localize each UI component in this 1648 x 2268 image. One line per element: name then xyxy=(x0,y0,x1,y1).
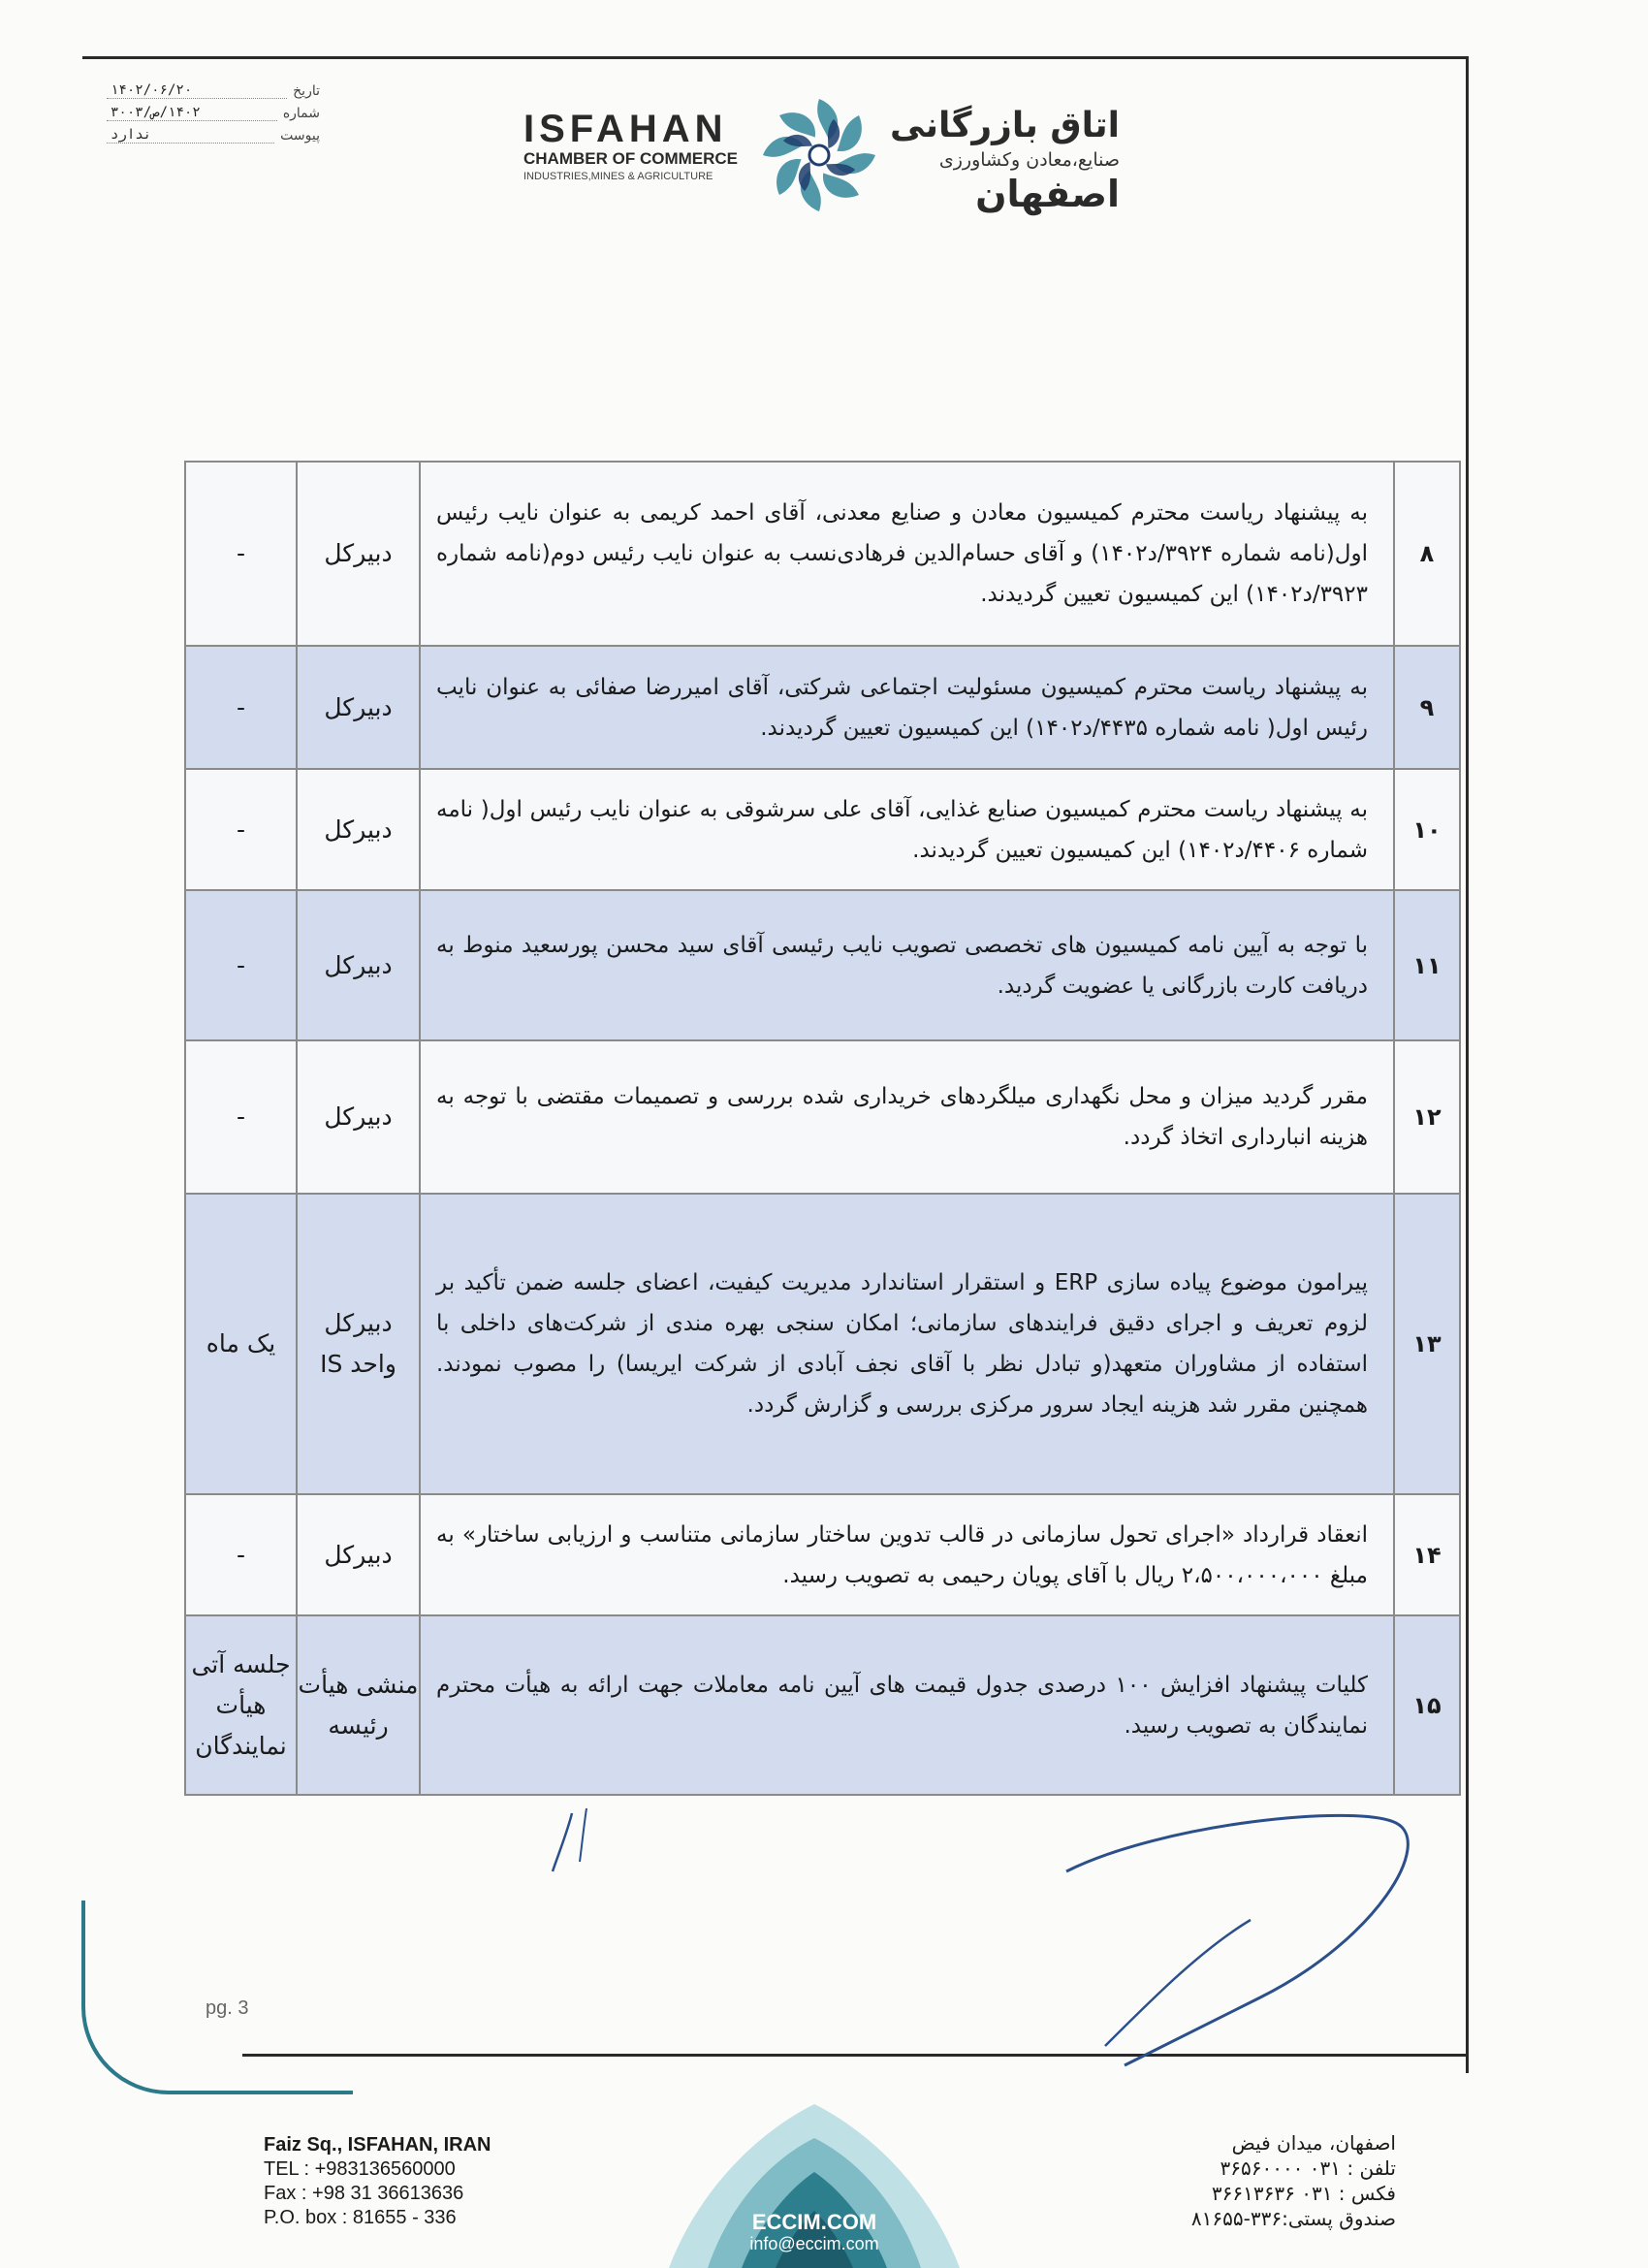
table-row xyxy=(185,769,1460,890)
row-deadline: یک ماه xyxy=(185,1194,297,1494)
row-responsible: دبیرکل xyxy=(297,1494,420,1615)
chamber-logo-icon xyxy=(756,92,882,218)
table-row xyxy=(185,462,1460,646)
row-responsible: دبیرکل xyxy=(297,769,420,890)
meta-number-row xyxy=(107,102,320,124)
table-row xyxy=(185,646,1460,769)
row-number: ۱۴ xyxy=(1394,1494,1460,1615)
footer-fa-pobox: صندوق پستی:۳۳۶-۸۱۶۵۵ xyxy=(1190,2207,1396,2230)
row-deadline: - xyxy=(185,1494,297,1615)
row-description: پیرامون موضوع پیاده سازی ERP و استقرار استاندارد مدیریت کیفیت، اعضای جلسه ضمن تأکید بر لزوم تعریف و اجرای دقیق فرایندهای سازمانی؛ امکان سنجی بهره مندی از شرکت‌های داخلی با استفاده از مشاوران متعهد(و تبادل نظر با آقای نجف آبادی از شرکت ایریسا) را مصوب نمودند. همچنین مقرر شد هزینه ایجاد سرور مرکزی بررسی و گزارش گردد. xyxy=(420,1194,1394,1494)
row-number: ۱۱ xyxy=(1394,890,1460,1040)
logo-persian xyxy=(887,105,1120,215)
footer-web xyxy=(669,2211,960,2253)
logo-fa-line1: اتاق بازرگانی xyxy=(890,106,1120,145)
footer-website-link[interactable]: ECCIM.COM xyxy=(751,2210,877,2234)
footer-fa-fax: فکس : ۰۳۱ ۳۶۶۱۳۶۳۶ xyxy=(1211,2182,1396,2205)
row-number: ۱۰ xyxy=(1394,769,1460,890)
letter-meta xyxy=(107,80,320,146)
footer-en-fax: Fax : +98 31 36613636 xyxy=(264,2183,464,2204)
table-row xyxy=(185,1615,1460,1795)
meta-attachment-label: پیوست xyxy=(280,127,320,144)
row-responsible: دبیرکل xyxy=(297,646,420,769)
footer-email-link[interactable]: info@eccim.com xyxy=(749,2234,879,2253)
footer-en-address: Faiz Sq., ISFAHAN, IRAN xyxy=(264,2134,491,2156)
logo-en-line3: INDUSTRIES,MINES & AGRICULTURE xyxy=(523,171,713,182)
logo-fa-line2: صنایع،معادن وکشاورزی xyxy=(938,149,1120,171)
row-description: با توجه به آیین نامه کمیسیون های تخصصی تصویب نایب رئیسی آقای سید محسن پورسعید منوط به دریافت کارت بازرگانی یا عضویت گردید. xyxy=(420,890,1394,1040)
meta-attachment-value: ندارد xyxy=(107,127,274,144)
logo-english xyxy=(523,109,766,184)
footer-fa-tel: تلفن : ۰۳۱ ۳۶۵۶۰۰۰۰ xyxy=(1220,2156,1396,2180)
row-number: ۱۳ xyxy=(1394,1194,1460,1494)
row-deadline: - xyxy=(185,646,297,769)
footer-en-pobox: P.O. box : 81655 - 336 xyxy=(264,2207,457,2228)
table-row xyxy=(185,1194,1460,1494)
meta-attachment-row xyxy=(107,124,320,146)
footer-en-tel: TEL : +983136560000 xyxy=(264,2158,456,2180)
resolutions-table xyxy=(184,461,1461,1796)
row-number: ۹ xyxy=(1394,646,1460,769)
row-number: ۱۲ xyxy=(1394,1040,1460,1194)
footer-persian-address xyxy=(1105,2130,1396,2231)
footer-english-address xyxy=(264,2133,491,2230)
row-description: به پیشنهاد ریاست محترم کمیسیون مسئولیت اجتماعی شرکتی، آقای امیررضا صفائی به عنوان نایب رئیس اول( نامه شماره ۴۴۳۵/د۱۴۰۲) این کمیسیون تعیین گردیدند. xyxy=(420,646,1394,769)
row-number: ۱۵ xyxy=(1394,1615,1460,1795)
row-deadline: جلسه آتی هیأت نمایندگان xyxy=(185,1615,297,1795)
meta-number-value: ۱۴۰۲/ص/۳۰۰۳ xyxy=(107,105,277,121)
row-deadline: - xyxy=(185,462,297,646)
table-row xyxy=(185,1040,1460,1194)
logo-en-name: ISFAHAN xyxy=(523,108,728,150)
row-deadline: - xyxy=(185,769,297,890)
row-description: به پیشنهاد ریاست محترم کمیسیون صنایع غذایی، آقای علی سرشوقی به عنوان نایب رئیس اول( نامه شماره ۴۴۰۶/د۱۴۰۲) این کمیسیون تعیین گردیدند. xyxy=(420,769,1394,890)
table-row xyxy=(185,890,1460,1040)
row-deadline: - xyxy=(185,1040,297,1194)
meta-date-row xyxy=(107,80,320,102)
table-row xyxy=(185,1494,1460,1615)
meta-date-label: تاریخ xyxy=(293,82,320,99)
row-responsible: دبیرکل xyxy=(297,1040,420,1194)
row-responsible: دبیرکل xyxy=(297,890,420,1040)
row-description: کلیات پیشنهاد افزایش ۱۰۰ درصدی جدول قیمت های آیین نامه معاملات جهت ارائه به هیأت محترم نمایندگان به تصویب رسید. xyxy=(420,1615,1394,1795)
signature-mark xyxy=(523,1804,1493,2075)
meta-number-label: شماره xyxy=(282,105,320,121)
row-responsible: منشی هیأت رئیسه xyxy=(297,1615,420,1795)
footer-fa-address: اصفهان، میدان فیض xyxy=(1231,2131,1396,2155)
row-number: ۸ xyxy=(1394,462,1460,646)
row-responsible: دبیرکل xyxy=(297,462,420,646)
logo-fa-line3: اصفهان xyxy=(975,173,1120,215)
row-responsible: دبیرکل واحد IS xyxy=(297,1194,420,1494)
row-deadline: - xyxy=(185,890,297,1040)
meta-date-value: ۱۴۰۲/۰۶/۲۰ xyxy=(107,82,287,99)
row-description: به پیشنهاد ریاست محترم کمیسیون معادن و صنایع معدنی، آقای احمد کریمی به عنوان نایب رئیس اول(نامه شماره ۳۹۲۴/د۱۴۰۲) و آقای حسام‌الدین فرهادی‌نسب به عنوان نایب رئیس دوم(نامه شماره ۳۹۲۳/د۱۴۰۲) این کمیسیون تعیین گردیدند. xyxy=(420,462,1394,646)
logo-en-line2: CHAMBER OF COMMERCE xyxy=(523,149,738,168)
row-description: مقرر گردید میزان و محل نگهداری میلگردهای خریداری شده بررسی و تصمیمات مقتضی با توجه به هزینه انبارداری اتخاذ گردد. xyxy=(420,1040,1394,1194)
row-description: انعقاد قرارداد «اجرای تحول سازمانی در قالب تدوین ساختار سازمانی متناسب و ارزیابی ساختار» به مبلغ ۲،۵۰۰،۰۰۰،۰۰۰ ریال با آقای پویان رحیمی به تصویب رسید. xyxy=(420,1494,1394,1615)
page-number: pg. 3 xyxy=(206,1997,249,2019)
